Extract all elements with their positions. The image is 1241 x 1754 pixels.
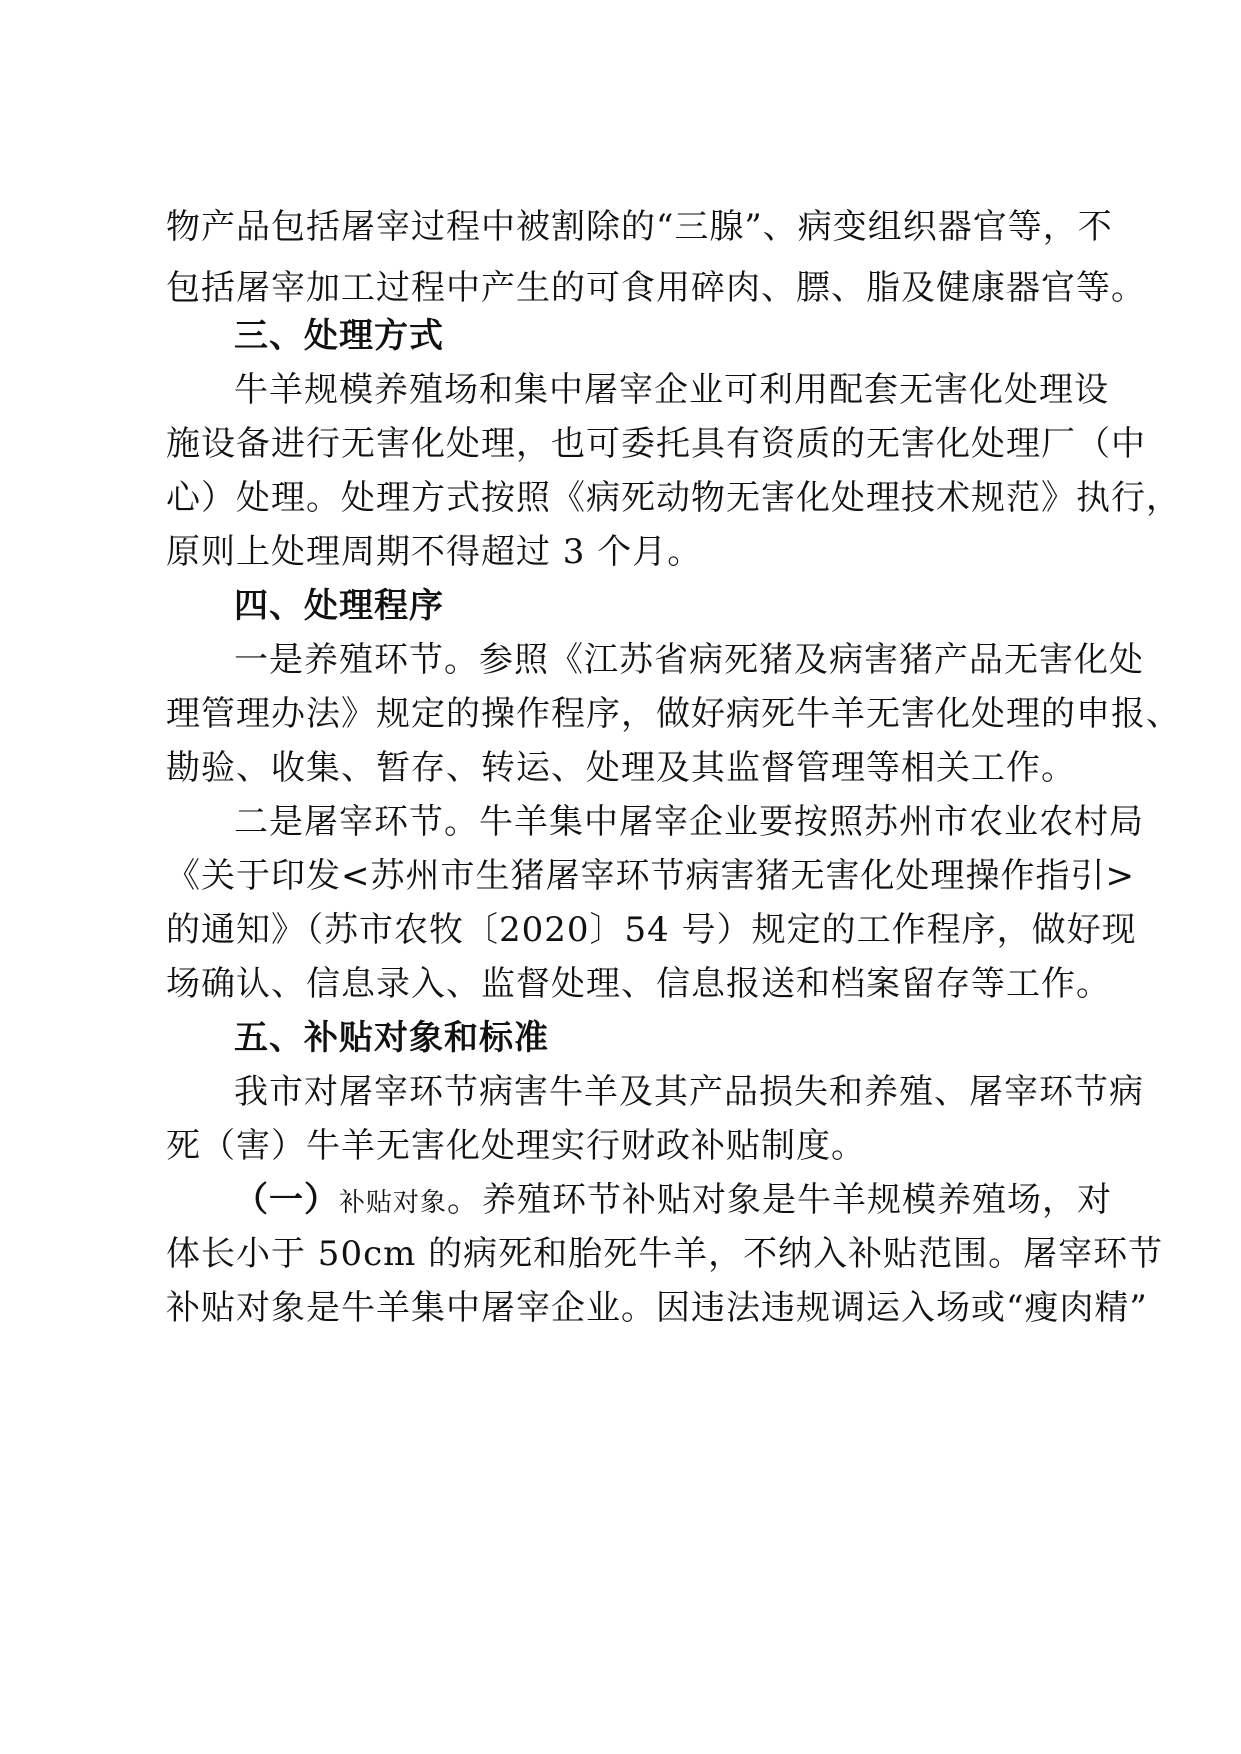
body-text-line: 死（害）牛羊无害化处理实行财政补贴制度。: [166, 1126, 866, 1166]
body-text-line: 一是养殖环节。参照《江苏省病死猪及病害猪产品无害化处: [234, 640, 1144, 680]
body-text-line: 《关于印发<苏州市生猪屠宰环节病害猪无害化处理操作指引>: [166, 856, 1135, 896]
body-text-line: 的通知》（苏市农牧〔2020〕54 号）规定的工作程序，做好现: [166, 910, 1137, 950]
body-text-line: 牛羊规模养殖场和集中屠宰企业可利用配套无害化处理设: [234, 370, 1109, 410]
body-text-line: 包括屠宰加工过程中产生的可食用碎肉、膘、脂及健康器官等。: [166, 268, 1146, 308]
body-text-line: 我市对屠宰环节病害牛羊及其产品损失和养殖、屠宰环节病: [234, 1072, 1144, 1112]
subsidy-object-paragraph-line: [234, 1173, 1113, 1227]
section-heading-subsidy: 五、补贴对象和标准: [234, 1018, 549, 1058]
subsidy-item-term: 补贴对象: [339, 1188, 448, 1218]
section-heading-processing-method: 三、处理方式: [234, 316, 444, 356]
body-text-line: 物产品包括屠宰过程中被割除的“三腺”、病变组织器官等，不: [166, 207, 1113, 247]
subsidy-item-text: 。养殖环节补贴对象是牛羊规模养殖场，对: [447, 1180, 1113, 1220]
section-heading-procedure: 四、处理程序: [234, 586, 444, 626]
body-text-line: 理管理办法》规定的操作程序，做好病死牛羊无害化处理的申报、: [166, 694, 1181, 734]
body-text-line: 施设备进行无害化处理，也可委托具有资质的无害化处理厂（中: [166, 424, 1146, 464]
body-text-line: 勘验、收集、暂存、转运、处理及其监督管理等相关工作。: [166, 748, 1076, 788]
body-text-line: 心）处理。处理方式按照《病死动物无害化处理技术规范》执行，: [166, 478, 1181, 518]
body-text-line: 补贴对象是牛羊集中屠宰企业。因违法违规调运入场或“瘦肉精”: [166, 1288, 1148, 1328]
body-text-line: 体长小于 50cm 的病死和胎死牛羊，不纳入补贴范围。屠宰环节: [166, 1234, 1164, 1274]
body-text-line: 二是屠宰环节。牛羊集中屠宰企业要按照苏州市农业农村局: [234, 802, 1144, 842]
body-text-line: 原则上处理周期不得超过 3 个月。: [166, 532, 703, 572]
subsidy-item-number: （一）: [234, 1180, 339, 1220]
body-text-line: 场确认、信息录入、监督处理、信息报送和档案留存等工作。: [166, 964, 1111, 1004]
